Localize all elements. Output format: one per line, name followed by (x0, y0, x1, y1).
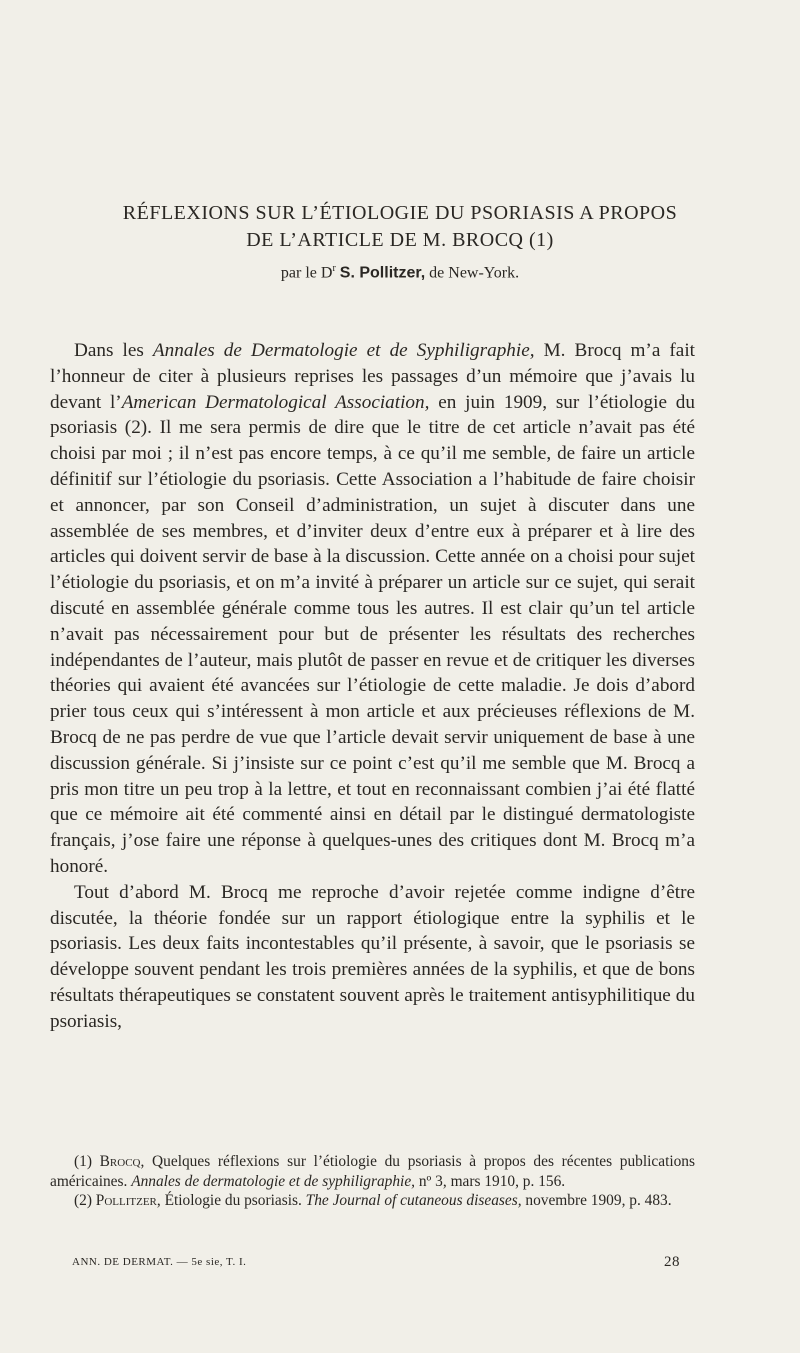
author-name: S. Pollitzer, (339, 264, 426, 282)
title-line-1: RÉFLEXIONS SUR L’ÉTIOLOGIE DU PSORIASIS A PROPOS (122, 202, 678, 224)
p1-text-b: M. Brocq m’a fait l’honneur de citer à plusieurs reprises les passages d’un mémoire que j’avais lu devant l’ (50, 340, 695, 413)
footnote-2-author: Pollitzer, (95, 1192, 161, 1209)
footnote-2-mark: (2) (74, 1192, 96, 1209)
article-title (40, 200, 760, 254)
byline-prefix: par le D (280, 264, 333, 282)
article-body (50, 338, 695, 1035)
p1-text-c: en juin 1909, sur l’étiologie du psoriasis (2). Il me sera permis de dire que le titre de cet article n’avait pas été choisi par moi ; il n’est pas encore temps, à ce qu’il me semble, de faire un article définitif sur l’étiologie du psoriasis. Cette Association a l’habitude de faire choisir et annoncer, par son Conseil d’administration, un sujet à discuter dans une assemblée de ses membres, et d’inviter deux d’entre eux à préparer et à lire des articles qui doivent servir de base à la discussion. Cette année on a choisi pour sujet l’étiologie du psoriasis, et on m’a invité à préparer un article sur ce sujet, qui serait discuté en assemblée générale comme tous les autres. Il est clair qu’un tel article n’avait pas nécessairement pour but de présenter les résultats des recherches indépendantes de l’auteur, mais plutôt de passer en revue et de critiquer les diverses théories qui avaient été avancées sur l’étiologie de cette maladie. Je dois d’abord prier tous ceux qui s’intéressent à mon article et aux précieuses réflexions de M. Brocq de ne pas perdre de vue que l’article devait servir uniquement de base à une discussion générale. Si j’insiste sur ce point c’est qu’il me semble que M. Brocq a pris mon titre un peu trop à la lettre, et tout en reconnaissant combien j’ai été flatté que ce mémoire ait été commenté ainsi en détail par le distingué dermatologiste français, j’ose faire une réponse à quelques-unes des critiques dont M. Brocq m’a honoré. (50, 391, 695, 877)
author-place: de New-York. (429, 264, 520, 282)
byline (40, 263, 760, 282)
footnote-1-text: Quelques réflexions sur l’étiologie du psoriasis à propos des récentes publications américaines. (50, 1153, 695, 1190)
footnote-2-ref: novembre 1909, p. 483. (521, 1192, 672, 1209)
footnote-1-author: Brocq, (99, 1153, 145, 1170)
footnotes (50, 1152, 695, 1211)
footnote-1-mark: (1) (74, 1153, 100, 1170)
footnote-1 (50, 1152, 695, 1191)
title-line-2: DE L’ARTICLE DE M. BROCQ (1) (246, 229, 554, 251)
byline-sup: r (332, 263, 336, 274)
paragraph-2: Tout d’abord M. Brocq me reproche d’avoir rejetée comme indigne d’être discutée, la théorie fondée sur un rapport étiologique entre la syphilis et le psoriasis. Les deux faits incontestables qu’il présente, à savoir, que le psoriasis se développe souvent pendant les trois premières années de la syphilis, et que de bons résultats thérapeutiques se constatent souvent après le traitement antisyphilitique du psoriasis, (50, 881, 695, 1032)
running-head: ANN. DE DERMAT. — 5e sie, T. I. (72, 1256, 247, 1268)
p1-journal-title: Annales de Dermatologie et de Syphiligraphie, (152, 340, 535, 361)
p1-association-name: American Dermatological Association, (121, 391, 430, 413)
footnote-2 (50, 1191, 695, 1211)
page-number: 28 (664, 1254, 680, 1270)
footnote-2-journal: The Journal of cutaneous diseases, (305, 1192, 522, 1209)
footnote-2-text: Étiologie du psoriasis. (160, 1192, 306, 1209)
p1-text-a: Dans les (74, 340, 153, 361)
paragraph-1 (50, 338, 695, 880)
footnote-1-ref: nº 3, mars 1910, p. 156. (415, 1172, 566, 1190)
footnote-1-journal: Annales de dermatologie et de syphiligraphie, (131, 1172, 416, 1190)
